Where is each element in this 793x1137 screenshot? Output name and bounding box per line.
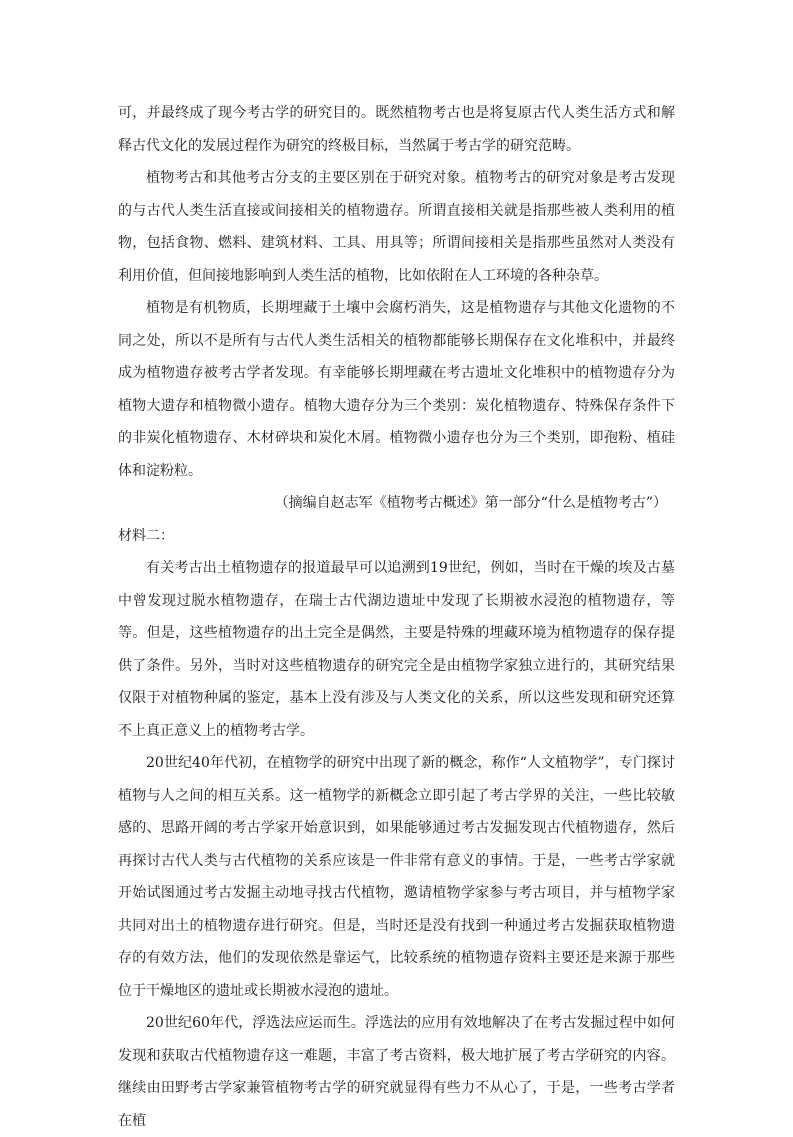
document-page xyxy=(118,97,675,1137)
paragraph-research-object: 植物考古和其他考古分支的主要区别在于研究对象。植物考古的研究对象是考古发现的与古代人类生活直接或间接相关的植物遗存。所谓直接相关就是指那些被人类利用的植物，包括食物、燃料、建筑材料、工具、用具等；所谓间接相关是指那些虽然对人类没有利用价值，但间接地影响到人类生活的植物，比如依附在人工环境的各种杂草。 xyxy=(118,170,675,284)
paragraph-1960s: 20世纪60年代，浮选法应运而生。浮选法的应用有效地解决了在考古发掘过程中如何发现和获取古代植物遗存这一难题，丰富了考古资料，极大地扩展了考古学研究的内容。继续由田野考古学家兼管植物考古学的研究就显得有些力不从心了，于是，一些考古学者在植 xyxy=(118,1015,675,1129)
paragraph-19th-century: 有关考古出土植物遗存的报道最早可以追溯到19世纪，例如，当时在干燥的埃及古墓中曾发现过脱水植物遗存，在瑞士古代湖边遗址中发现了长期被水浸泡的植物遗存，等等。但是，这些植物遗存的出土完全是偶然，主要是特殊的埋藏环境为植物遗存的保存提供了条件。另外，当时对这些植物遗存的研究完全是由植物学家独立进行的，其研究结果仅限于对植物种属的鉴定，基本上没有涉及与人类文化的关系，所以这些发现和研究还算不上真正意义上的植物考古学。 xyxy=(118,560,675,739)
paragraph-1940s: 20世纪40年代初，在植物学的研究中出现了新的概念，称作“人文植物学”，专门探讨植物与人之间的相互关系。这一植物学的新概念立即引起了考古学界的关注，一些比较敏感的、思路开阔的考古学家开始意识到，如果能够通过考古发掘发现古代植物遗存，然后再探讨古代人类与古代植物的关系应该是一件非常有意义的事情。于是，一些考古学家就开始试图通过考古发掘主动地寻找古代植物，邀请植物学家参与考古项目，并与植物学家共同对出土的植物遗存进行研究。但是，当时还是没有找到一种通过考古发掘获取植物遗存的有效方法，他们的发现依然是靠运气，比较系统的植物遗存资料主要还是来源于那些位于干燥地区的遗址或长期被水浸泡的遗址。 xyxy=(118,755,675,999)
section-label-material-two: 材料二： xyxy=(118,527,174,544)
source-note: （摘编自赵志军《植物考古概述》第一部分“什么是植物考古”） xyxy=(274,495,667,511)
paragraph-plant-remains: 植物是有机物质，长期埋藏于土壤中会腐朽消失，这是植物遗存与其他文化遗物的不同之处，所以不是所有与古代人类生活相关的植物都能够长期保存在文化堆积中，并最终成为植物遗存被考古学者发现。有幸能够长期埋藏在考古遗址文化堆积中的植物遗存分为植物大遗存和植物微小遗存。植物大遗存分为三个类别：炭化植物遗存、特殊保存条件下的非炭化植物遗存、木材碎块和炭化木屑。植物微小遗存也分为三个类别，即孢粉、植硅体和淀粉粒。 xyxy=(118,300,675,479)
paragraph-continuation: 可，并最终成了现今考古学的研究目的。既然植物考古也是将复原古代人类生活方式和解释古代文化的发展过程作为研究的终极目标，当然属于考古学的研究范畴。 xyxy=(118,105,675,154)
